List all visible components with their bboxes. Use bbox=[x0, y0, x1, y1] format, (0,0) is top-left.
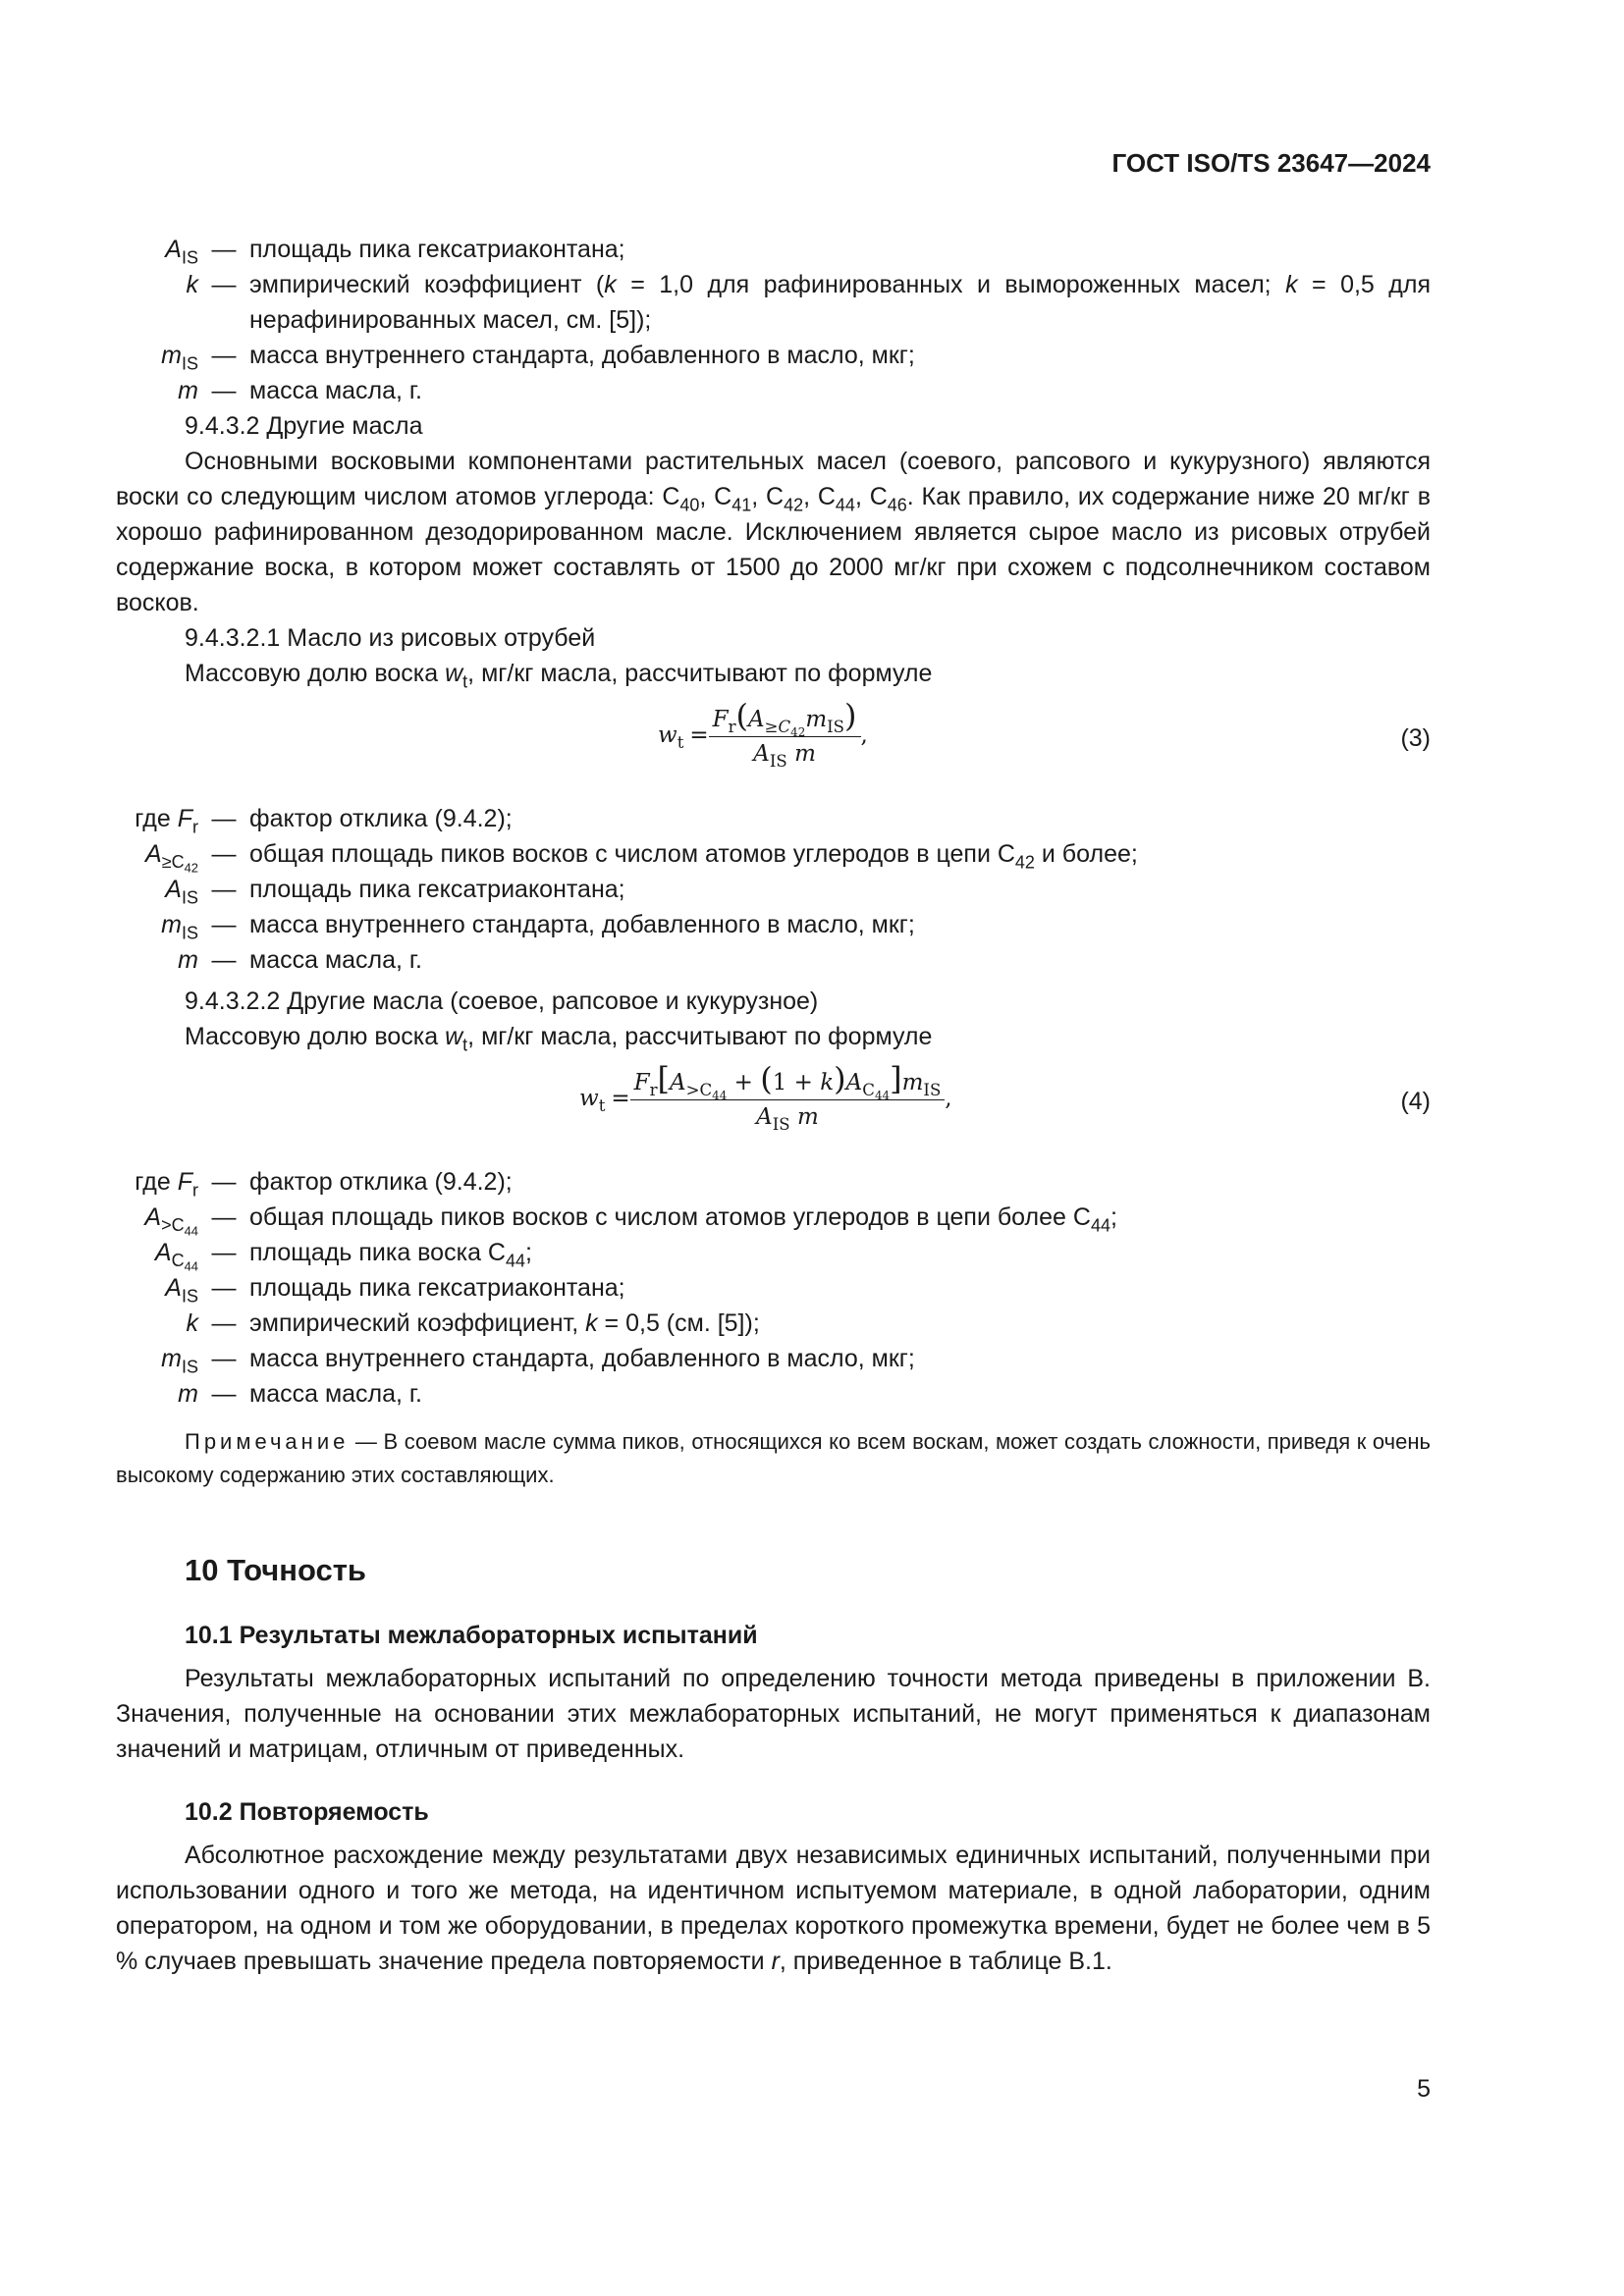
variable-description: масса внутреннего стандарта, добавленного в масло, мкг; bbox=[249, 911, 915, 938]
equation-number-3: (3) bbox=[1400, 724, 1431, 752]
page-content bbox=[116, 232, 1431, 1979]
section-9-4-3-2-1-heading: 9.4.3.2.1 Масло из рисовых отрубей bbox=[185, 624, 596, 652]
variable-symbol: $m_{IS}$ bbox=[161, 1345, 198, 1377]
variable-dash: — bbox=[211, 236, 237, 263]
variable-symbol: $m_{IS}$ bbox=[161, 911, 198, 943]
variable-description: общая площадь пиков восков с числом атомов углеродов в цепи более $C_{44}$; bbox=[249, 1203, 1117, 1236]
variable-list-2 bbox=[116, 801, 1431, 978]
formula-3: $w_t$ = $\frac{F_r(A_{\ge C_{42}}m_{IS})}{A_{IS} m}$ , bbox=[658, 697, 868, 771]
variable-description: фактор отклика (9.4.2); bbox=[249, 805, 513, 832]
variable-description: масса внутреннего стандарта, добавленного в масло, мкг; bbox=[249, 342, 915, 369]
variable-list-3-item bbox=[116, 1270, 1431, 1306]
variable-symbol: $A_{>C_{44}}$ bbox=[144, 1203, 198, 1239]
equation-number-4: (4) bbox=[1400, 1088, 1431, 1115]
page-number: 5 bbox=[1417, 2075, 1431, 2103]
variable-dash: — bbox=[211, 1274, 237, 1302]
variable-list-3-item bbox=[116, 1235, 1431, 1274]
section-9-4-3-2-heading: 9.4.3.2 Другие масла bbox=[185, 412, 423, 440]
section-9-4-3-2-paragraph: Основными восковыми компонентами растительных масел (соевого, рапсового и кукурузного) являются воски со следующим числом атомов углерода: $C_{40}$, $C_{41}$, $C_{42}$, $C_{44}$, $C_{46}$. Как правило, их содержание ниже 20 мг/кг в хорошо рафинированном дезодорированном масле. Исключением является сырое масло из рисовых отрубей содержание воска, в котором может составлять от 1500 до 2000 мг/кг при схожем с подсолнечником составом восков. bbox=[116, 448, 1431, 616]
formula-3-row bbox=[116, 699, 1431, 787]
variable-symbol: $m_{IS}$ bbox=[161, 342, 198, 374]
formula-3-intro: Массовую долю воска $w_t$, мг/кг масла, рассчитывают по формуле bbox=[185, 660, 933, 692]
variable-dash: — bbox=[211, 271, 237, 298]
section-10-1-heading: 10.1 Результаты межлабораторных испытаний bbox=[185, 1622, 758, 1649]
variable-list-3 bbox=[116, 1164, 1431, 1412]
variable-dash: — bbox=[211, 1239, 237, 1266]
variable-list-3-item bbox=[116, 1306, 1431, 1341]
variable-dash: — bbox=[211, 1168, 237, 1196]
section-10-1-paragraph: Результаты межлабораторных испытаний по определению точности метода приведены в приложении В. Значения, полученные на основании этих межлабораторных испытаний, не могут применяться к диапазонам значений и матрицам, отличным от приведенных. bbox=[116, 1665, 1431, 1763]
variable-dash: — bbox=[211, 1380, 237, 1408]
formula-4: $w_t$ = $\frac{F_r[A_{>C_{44}} + (1 + k)A_{C_{44}}]m_{IS}}{A_{IS} m}$ , bbox=[579, 1060, 952, 1134]
variable-description: эмпирический коэффициент (k = 1,0 для рафинированных и вымороженных масел; k = 0,5 для нерафинированных масел, см. [5]); bbox=[249, 271, 1431, 334]
variable-description: масса масла, г. bbox=[249, 946, 422, 974]
variable-list-3-item bbox=[116, 1164, 1431, 1200]
variable-list-1-item bbox=[116, 338, 1431, 373]
variable-description: фактор отклика (9.4.2); bbox=[249, 1168, 513, 1196]
variable-dash: — bbox=[211, 1203, 237, 1231]
note-paragraph: Примечание — В соевом масле сумма пиков, относящихся ко всем воскам, может создать сложности, приведя к очень высокому содержанию этих составляющих. bbox=[116, 1429, 1431, 1487]
variable-dash: — bbox=[211, 911, 237, 938]
variable-symbol: k bbox=[186, 1309, 198, 1337]
variable-dash: — bbox=[211, 1345, 237, 1372]
variable-symbol: m bbox=[178, 377, 198, 404]
variable-dash: — bbox=[211, 840, 237, 868]
variable-list-3-item bbox=[116, 1341, 1431, 1376]
variable-dash: — bbox=[211, 342, 237, 369]
variable-symbol: $A_{C_{44}}$ bbox=[154, 1239, 198, 1274]
variable-symbol: где $F_r$ bbox=[135, 1168, 198, 1201]
variable-symbol: m bbox=[178, 946, 198, 974]
variable-list-3-item bbox=[116, 1376, 1431, 1412]
variable-list-2-item bbox=[116, 801, 1431, 836]
variable-dash: — bbox=[211, 377, 237, 404]
variable-list-3-item bbox=[116, 1200, 1431, 1239]
document-header: ГОСТ ISO/TS 23647—2024 bbox=[1111, 148, 1431, 178]
variable-description: площадь пика воска $C_{44}$; bbox=[249, 1239, 532, 1271]
variable-dash: — bbox=[211, 805, 237, 832]
variable-symbol: $A_{\ge C_{42}}$ bbox=[145, 840, 198, 876]
variable-symbol: k bbox=[186, 271, 198, 298]
variable-symbol: $A_{IS}$ bbox=[165, 236, 198, 268]
variable-list-2-item bbox=[116, 872, 1431, 907]
variable-dash: — bbox=[211, 1309, 237, 1337]
variable-description: масса масла, г. bbox=[249, 1380, 422, 1408]
section-10-2-paragraph: Абсолютное расхождение между результатами двух независимых единичных испытаний, полученными при использовании одного и того же метода, на идентичном испытуемом материале, в одной лаборатории, одним оператором, на одном и том же оборудовании, в пределах короткого промежутка времени, будет не более чем в 5 % случаев превышать значение предела повторяемости r, приведенное в таблице В.1. bbox=[116, 1842, 1431, 1975]
variable-description: масса масла, г. bbox=[249, 377, 422, 404]
variable-description: масса внутреннего стандарта, добавленного в масло, мкг; bbox=[249, 1345, 915, 1372]
variable-symbol: $A_{IS}$ bbox=[165, 876, 198, 908]
variable-description: площадь пика гексатриаконтана; bbox=[249, 1274, 625, 1302]
variable-description: площадь пика гексатриаконтана; bbox=[249, 236, 625, 263]
variable-dash: — bbox=[211, 946, 237, 974]
variable-description: эмпирический коэффициент, k = 0,5 (см. [5]); bbox=[249, 1309, 760, 1337]
variable-list-1-item bbox=[116, 232, 1431, 267]
variable-list-2-item bbox=[116, 942, 1431, 978]
variable-list-1-item bbox=[116, 373, 1431, 408]
variable-dash: — bbox=[211, 876, 237, 903]
variable-list-1 bbox=[116, 232, 1431, 408]
variable-list-1-item bbox=[116, 267, 1431, 338]
variable-list-2-item bbox=[116, 836, 1431, 876]
formula-4-row bbox=[116, 1062, 1431, 1150]
variable-description: площадь пика гексатриаконтана; bbox=[249, 876, 625, 903]
variable-symbol: $A_{IS}$ bbox=[165, 1274, 198, 1307]
variable-symbol: m bbox=[178, 1380, 198, 1408]
variable-list-2-item bbox=[116, 907, 1431, 942]
variable-description: общая площадь пиков восков с числом атомов углеродов в цепи $C_{42}$ и более; bbox=[249, 840, 1138, 873]
section-10-heading: 10 Точность bbox=[185, 1553, 366, 1587]
section-9-4-3-2-2-heading: 9.4.3.2.2 Другие масла (соевое, рапсовое и кукурузное) bbox=[185, 988, 819, 1015]
variable-symbol: где $F_r$ bbox=[135, 805, 198, 837]
formula-4-intro: Массовую долю воска $w_t$, мг/кг масла, рассчитывают по формуле bbox=[185, 1023, 933, 1055]
section-10-2-heading: 10.2 Повторяемость bbox=[185, 1798, 429, 1826]
